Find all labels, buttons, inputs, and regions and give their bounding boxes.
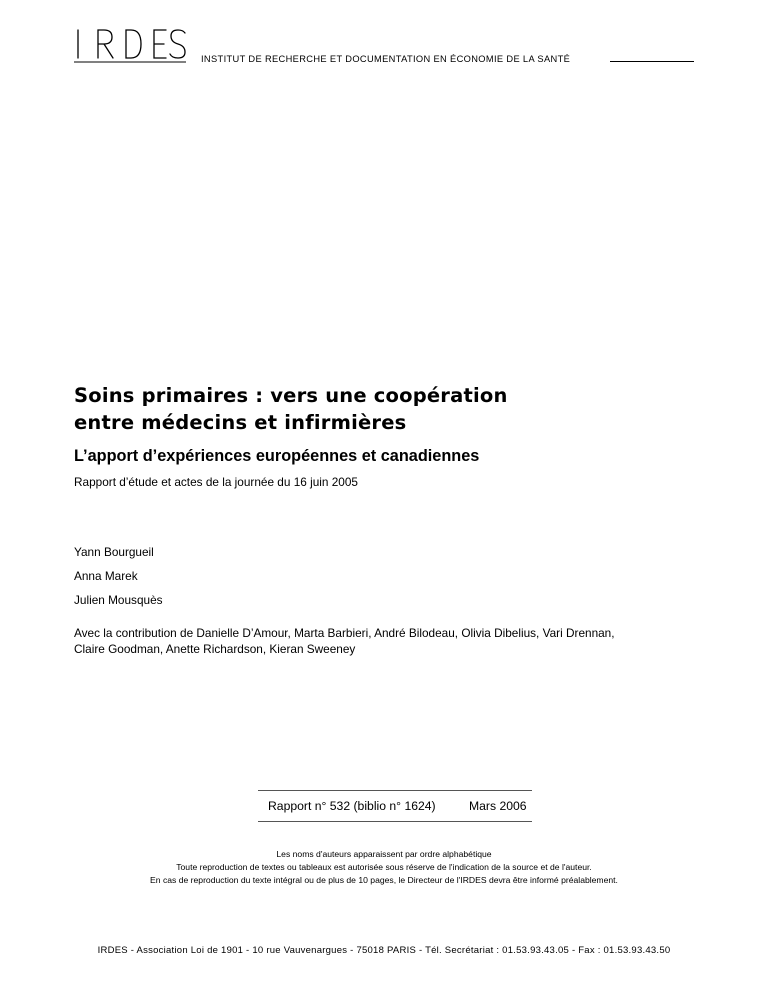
contributors-line-1: Avec la contribution de Danielle D’Amour, Marta Barbieri, André Bilodeau, Olivia Dibelius, Vari Drennan, [74,626,615,640]
page-footer: IRDES - Association Loi de 1901 - 10 rue Vauvenargues - 75018 PARIS - Tél. Secrétariat : 01.53.93.43.05 - Fax : 01.53.93.43.50 [97,945,671,956]
author-list [74,544,163,616]
report-box-top-rule [258,790,532,791]
contributors [74,625,714,657]
author-name: Yann Bourgueil [74,545,154,559]
report-number: Rapport n° 532 (biblio n° 1624) [268,799,436,813]
note-line: En cas de reproduction du texte intégral ou de plus de 10 pages, le Directeur de l'IRDES devra être informé préalablement. [150,875,618,885]
author-name: Julien Mousquès [74,593,163,607]
title-line-2: entre médecins et infirmières [74,411,407,434]
irdes-logo [74,26,186,66]
document-title [74,382,634,436]
legal-notes [0,848,768,887]
document-subtitle: L’apport d’expériences européennes et canadiennes [74,447,480,465]
irdes-logo-graphic [74,26,186,66]
document-description: Rapport d’étude et actes de la journée du 16 juin 2005 [74,475,358,489]
header-rule [610,61,694,62]
title-line-1: Soins primaires : vers une coopération [74,384,508,407]
report-date: Mars 2006 [469,799,527,813]
author-name: Anna Marek [74,569,138,583]
note-line: Toute reproduction de textes ou tableaux est autorisée sous réserve de l'indication de la source et de l'auteur. [176,862,592,872]
report-box-bottom-rule [258,821,532,822]
note-line: Les noms d'auteurs apparaissent par ordre alphabétique [276,849,492,859]
institute-name: INSTITUT DE RECHERCHE ET DOCUMENTATION EN ÉCONOMIE DE LA SANTÉ [201,54,571,64]
contributors-line-2: Claire Goodman, Anette Richardson, Kieran Sweeney [74,642,356,656]
